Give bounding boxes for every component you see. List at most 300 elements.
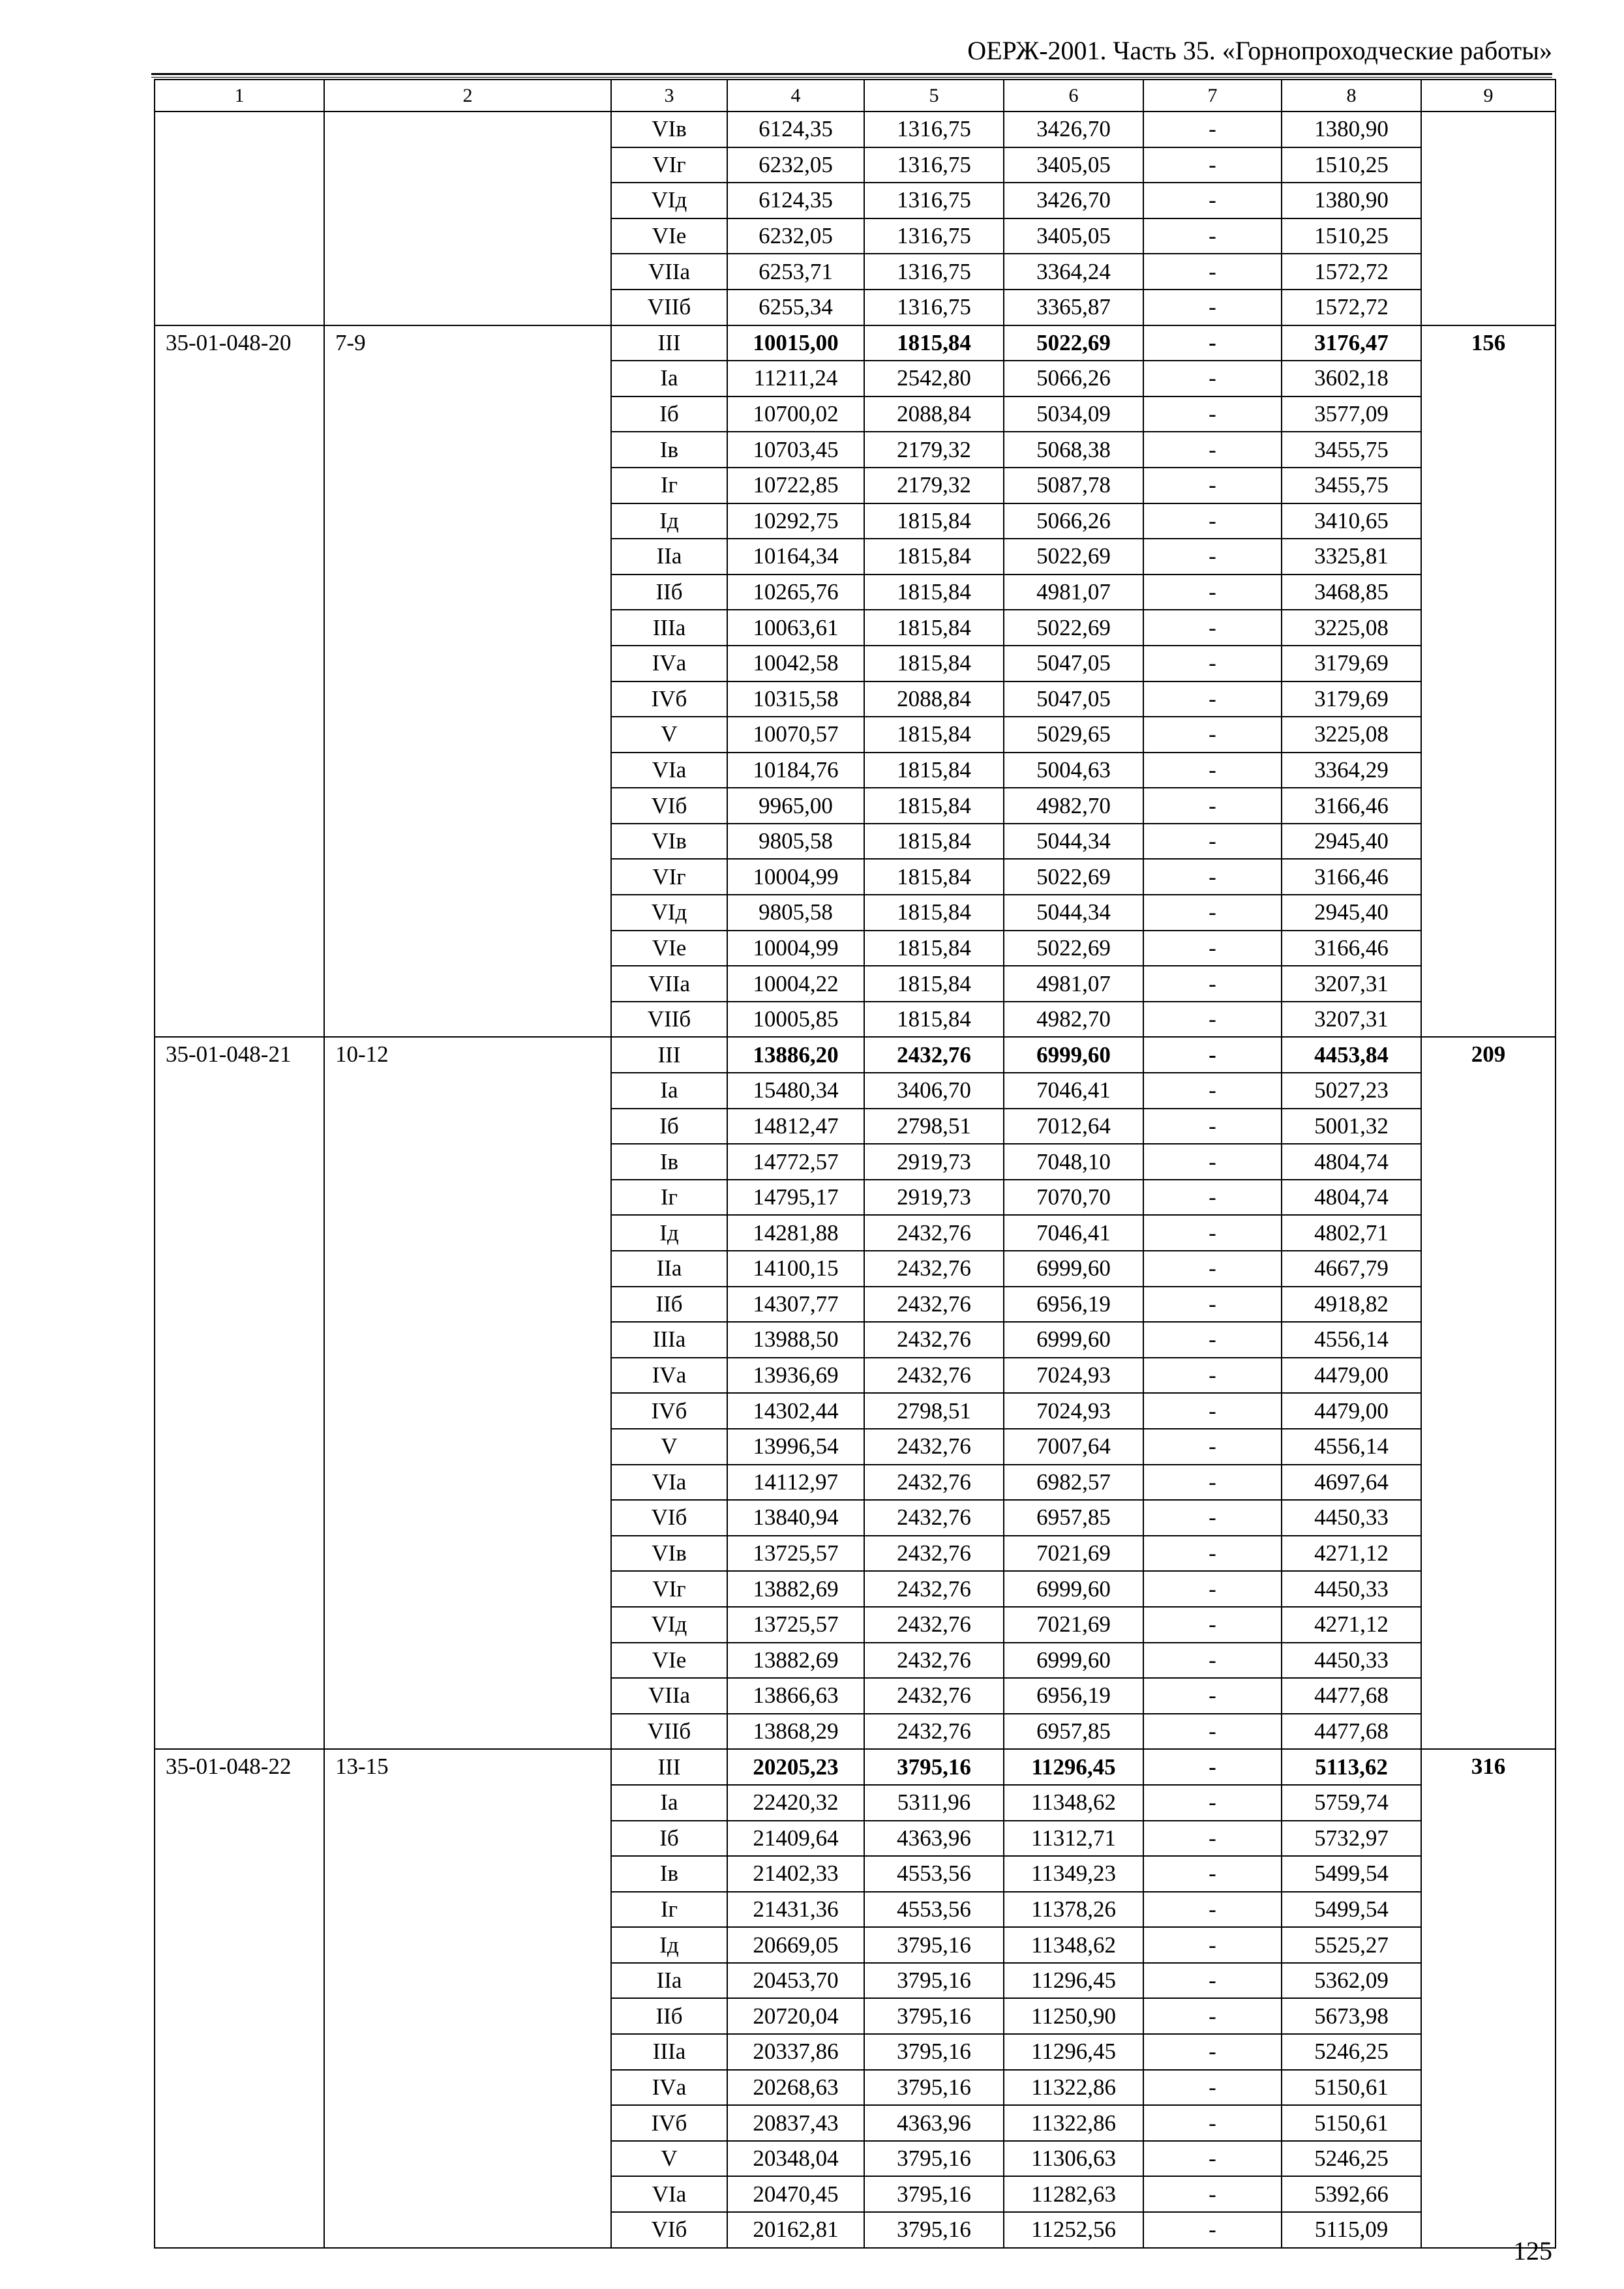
category-cell: IVа xyxy=(611,646,727,681)
category-cell: VIд xyxy=(611,1607,727,1643)
value-cell: - xyxy=(1143,1002,1282,1038)
category-cell: IIб xyxy=(611,575,727,610)
value-cell: 3426,70 xyxy=(1004,112,1143,147)
rate-code-cell: 35-01-048-21 xyxy=(155,1037,324,1749)
value-cell: 14307,77 xyxy=(727,1287,864,1323)
category-cell: V xyxy=(611,1429,727,1465)
value-cell: 4804,74 xyxy=(1282,1180,1421,1216)
value-cell: 1815,84 xyxy=(864,824,1004,860)
value-cell: 3207,31 xyxy=(1282,966,1421,1002)
value-cell: 1815,84 xyxy=(864,325,1004,361)
value-cell: 5068,38 xyxy=(1004,432,1143,468)
value-cell: 15480,34 xyxy=(727,1073,864,1109)
range-cell: 10-12 xyxy=(324,1037,611,1749)
col9-cell: 209 xyxy=(1421,1037,1556,1749)
value-cell: 2432,76 xyxy=(864,1251,1004,1287)
value-cell: 3795,16 xyxy=(864,2034,1004,2070)
category-cell: Iб xyxy=(611,1821,727,1857)
value-cell: 7046,41 xyxy=(1004,1215,1143,1251)
value-cell: 3795,16 xyxy=(864,2070,1004,2106)
value-cell: 3795,16 xyxy=(864,2176,1004,2212)
value-cell: - xyxy=(1143,147,1282,183)
value-cell: 20837,43 xyxy=(727,2105,864,2141)
value-cell: 3795,16 xyxy=(864,2141,1004,2177)
value-cell: - xyxy=(1143,2105,1282,2141)
value-cell: 7048,10 xyxy=(1004,1144,1143,1180)
value-cell: 5499,54 xyxy=(1282,1892,1421,1928)
category-cell: V xyxy=(611,2141,727,2177)
category-cell: Iа xyxy=(611,1785,727,1821)
category-cell: VIIа xyxy=(611,966,727,1002)
category-cell: Iд xyxy=(611,1215,727,1251)
category-cell: VIIа xyxy=(611,1678,727,1714)
value-cell: - xyxy=(1143,1429,1282,1465)
value-cell: 11296,45 xyxy=(1004,1963,1143,1999)
value-cell: 6982,57 xyxy=(1004,1465,1143,1501)
value-cell: 2432,76 xyxy=(864,1607,1004,1643)
value-cell: 1815,84 xyxy=(864,931,1004,966)
value-cell: 1510,25 xyxy=(1282,147,1421,183)
value-cell: 3455,75 xyxy=(1282,432,1421,468)
value-cell: 10015,00 xyxy=(727,325,864,361)
value-cell: - xyxy=(1143,112,1282,147)
value-cell: 3795,16 xyxy=(864,1927,1004,1963)
value-cell: 1815,84 xyxy=(864,753,1004,788)
category-cell: IVб xyxy=(611,1393,727,1429)
value-cell: 1316,75 xyxy=(864,183,1004,218)
value-cell: 1815,84 xyxy=(864,539,1004,575)
value-cell: 1380,90 xyxy=(1282,112,1421,147)
value-cell: - xyxy=(1143,1821,1282,1857)
value-cell: - xyxy=(1143,254,1282,290)
value-cell: 1815,84 xyxy=(864,788,1004,824)
value-cell: 2179,32 xyxy=(864,432,1004,468)
value-cell: - xyxy=(1143,396,1282,432)
rate-code-cell xyxy=(155,112,324,325)
value-cell: 3577,09 xyxy=(1282,396,1421,432)
value-cell: 2432,76 xyxy=(864,1714,1004,1750)
category-cell: Iа xyxy=(611,1073,727,1109)
value-cell: 11306,63 xyxy=(1004,2141,1143,2177)
value-cell: - xyxy=(1143,824,1282,860)
category-cell: VIв xyxy=(611,1536,727,1572)
value-cell: - xyxy=(1143,1963,1282,1999)
category-cell: Iг xyxy=(611,468,727,503)
value-cell: 14772,57 xyxy=(727,1144,864,1180)
value-cell: 2432,76 xyxy=(864,1037,1004,1073)
value-cell: 10063,61 xyxy=(727,610,864,646)
value-cell: 11282,63 xyxy=(1004,2176,1143,2212)
value-cell: 6124,35 xyxy=(727,183,864,218)
column-header: 1 xyxy=(155,80,324,112)
column-header: 7 xyxy=(1143,80,1282,112)
value-cell: 14281,88 xyxy=(727,1215,864,1251)
category-cell: IIIа xyxy=(611,610,727,646)
value-cell: 2945,40 xyxy=(1282,824,1421,860)
value-cell: 4553,56 xyxy=(864,1892,1004,1928)
value-cell: 5362,09 xyxy=(1282,1963,1421,1999)
value-cell: 14812,47 xyxy=(727,1109,864,1144)
value-cell: 2432,76 xyxy=(864,1215,1004,1251)
value-cell: 20268,63 xyxy=(727,2070,864,2106)
value-cell: 9805,58 xyxy=(727,895,864,931)
range-cell: 13-15 xyxy=(324,1749,611,2247)
value-cell: - xyxy=(1143,646,1282,681)
value-cell: - xyxy=(1143,1109,1282,1144)
value-cell: - xyxy=(1143,753,1282,788)
range-cell: 7-9 xyxy=(324,325,611,1038)
value-cell: 7024,93 xyxy=(1004,1393,1143,1429)
value-cell: 4479,00 xyxy=(1282,1393,1421,1429)
value-cell: - xyxy=(1143,1215,1282,1251)
value-cell: - xyxy=(1143,1037,1282,1073)
table-row xyxy=(155,1749,1556,1785)
value-cell: 2798,51 xyxy=(864,1393,1004,1429)
category-cell: Iб xyxy=(611,1109,727,1144)
value-cell: 3179,69 xyxy=(1282,646,1421,681)
value-cell: - xyxy=(1143,895,1282,931)
value-cell: - xyxy=(1143,361,1282,396)
value-cell: 6956,19 xyxy=(1004,1678,1143,1714)
value-cell: - xyxy=(1143,325,1282,361)
value-cell: 6253,71 xyxy=(727,254,864,290)
value-cell: 7070,70 xyxy=(1004,1180,1143,1216)
value-cell: 6255,34 xyxy=(727,290,864,325)
value-cell: 1815,84 xyxy=(864,575,1004,610)
value-cell: 2798,51 xyxy=(864,1109,1004,1144)
value-cell: 3468,85 xyxy=(1282,575,1421,610)
value-cell: 5022,69 xyxy=(1004,610,1143,646)
value-cell: 6957,85 xyxy=(1004,1714,1143,1750)
value-cell: 5525,27 xyxy=(1282,1927,1421,1963)
category-cell: VIд xyxy=(611,183,727,218)
value-cell: 10004,22 xyxy=(727,966,864,1002)
column-header: 2 xyxy=(324,80,611,112)
value-cell: 3176,47 xyxy=(1282,325,1421,361)
category-cell: IIа xyxy=(611,1963,727,1999)
rate-code-cell: 35-01-048-22 xyxy=(155,1749,324,2247)
value-cell: 1316,75 xyxy=(864,290,1004,325)
value-cell: 7024,93 xyxy=(1004,1358,1143,1394)
value-cell: 4271,12 xyxy=(1282,1536,1421,1572)
value-cell: 4982,70 xyxy=(1004,1002,1143,1038)
value-cell: 13882,69 xyxy=(727,1643,864,1679)
value-cell: 14112,97 xyxy=(727,1465,864,1501)
value-cell: 2432,76 xyxy=(864,1465,1004,1501)
page-header-title: ОЕРЖ-2001. Часть 35. «Горнопроходческие работы» xyxy=(967,36,1552,65)
value-cell: 11296,45 xyxy=(1004,2034,1143,2070)
value-cell: - xyxy=(1143,717,1282,753)
value-cell: - xyxy=(1143,1073,1282,1109)
value-cell: 3225,08 xyxy=(1282,610,1421,646)
value-cell: 7021,69 xyxy=(1004,1607,1143,1643)
value-cell: 14795,17 xyxy=(727,1180,864,1216)
category-cell: IIб xyxy=(611,1998,727,2034)
category-cell: III xyxy=(611,1749,727,1785)
category-cell: Iд xyxy=(611,503,727,539)
value-cell: 14100,15 xyxy=(727,1251,864,1287)
value-cell: 5001,32 xyxy=(1282,1109,1421,1144)
value-cell: 1815,84 xyxy=(864,859,1004,895)
value-cell: 11322,86 xyxy=(1004,2105,1143,2141)
value-cell: 1316,75 xyxy=(864,147,1004,183)
value-cell: 11312,71 xyxy=(1004,1821,1143,1857)
value-cell: 3405,05 xyxy=(1004,147,1143,183)
value-cell: 11211,24 xyxy=(727,361,864,396)
value-cell: 1510,25 xyxy=(1282,218,1421,254)
column-header: 9 xyxy=(1421,80,1556,112)
value-cell: 1316,75 xyxy=(864,218,1004,254)
value-cell: 11378,26 xyxy=(1004,1892,1143,1928)
value-cell: 6999,60 xyxy=(1004,1571,1143,1607)
value-cell: 4981,07 xyxy=(1004,575,1143,610)
value-cell: 11252,56 xyxy=(1004,2212,1143,2248)
value-cell: 3795,16 xyxy=(864,2212,1004,2248)
value-cell: 3166,46 xyxy=(1282,788,1421,824)
value-cell: - xyxy=(1143,183,1282,218)
column-header: 4 xyxy=(727,80,864,112)
category-cell: VIг xyxy=(611,859,727,895)
value-cell: 10164,34 xyxy=(727,539,864,575)
value-cell: 10292,75 xyxy=(727,503,864,539)
value-cell: 3166,46 xyxy=(1282,859,1421,895)
value-cell: 1316,75 xyxy=(864,254,1004,290)
value-cell: 20669,05 xyxy=(727,1927,864,1963)
value-cell: 3795,16 xyxy=(864,1963,1004,1999)
value-cell: 4802,71 xyxy=(1282,1215,1421,1251)
category-cell: VIа xyxy=(611,2176,727,2212)
value-cell: 6956,19 xyxy=(1004,1287,1143,1323)
value-cell: - xyxy=(1143,2070,1282,2106)
value-cell: 13988,50 xyxy=(727,1322,864,1358)
value-cell: - xyxy=(1143,1927,1282,1963)
value-cell: 13840,94 xyxy=(727,1500,864,1536)
rates-table xyxy=(154,79,1556,2249)
value-cell: - xyxy=(1143,1998,1282,2034)
col9-cell: 316 xyxy=(1421,1749,1556,2247)
category-cell: IIIа xyxy=(611,1322,727,1358)
value-cell: - xyxy=(1143,539,1282,575)
category-cell: VIIа xyxy=(611,254,727,290)
value-cell: - xyxy=(1143,1536,1282,1572)
value-cell: 4556,14 xyxy=(1282,1322,1421,1358)
table-row xyxy=(155,1037,1556,1073)
value-cell: 3426,70 xyxy=(1004,183,1143,218)
value-cell: 5150,61 xyxy=(1282,2070,1421,2106)
value-cell: 5022,69 xyxy=(1004,859,1143,895)
value-cell: 21431,36 xyxy=(727,1892,864,1928)
value-cell: 2919,73 xyxy=(864,1144,1004,1180)
value-cell: 4479,00 xyxy=(1282,1358,1421,1394)
category-cell: V xyxy=(611,717,727,753)
category-cell: Iд xyxy=(611,1927,727,1963)
col9-cell xyxy=(1421,112,1556,325)
value-cell: 4918,82 xyxy=(1282,1287,1421,1323)
value-cell: 2542,80 xyxy=(864,361,1004,396)
value-cell: 7012,64 xyxy=(1004,1109,1143,1144)
value-cell: - xyxy=(1143,788,1282,824)
value-cell: - xyxy=(1143,218,1282,254)
value-cell: 7021,69 xyxy=(1004,1536,1143,1572)
value-cell: 20348,04 xyxy=(727,2141,864,2177)
value-cell: 11250,90 xyxy=(1004,1998,1143,2034)
value-cell: 4697,64 xyxy=(1282,1465,1421,1501)
value-cell: 10004,99 xyxy=(727,859,864,895)
value-cell: 3225,08 xyxy=(1282,717,1421,753)
column-number-row xyxy=(155,80,1556,112)
value-cell: 3179,69 xyxy=(1282,681,1421,717)
value-cell: 5499,54 xyxy=(1282,1856,1421,1892)
value-cell: 5246,25 xyxy=(1282,2141,1421,2177)
value-cell: 10042,58 xyxy=(727,646,864,681)
value-cell: 1815,84 xyxy=(864,610,1004,646)
value-cell: - xyxy=(1143,1714,1282,1750)
value-cell: 11348,62 xyxy=(1004,1927,1143,1963)
value-cell: 5732,97 xyxy=(1282,1821,1421,1857)
category-cell: III xyxy=(611,1037,727,1073)
value-cell: 1815,84 xyxy=(864,966,1004,1002)
value-cell: - xyxy=(1143,931,1282,966)
value-cell: 5047,05 xyxy=(1004,646,1143,681)
value-cell: 2432,76 xyxy=(864,1429,1004,1465)
value-cell: 2432,76 xyxy=(864,1643,1004,1679)
value-cell: - xyxy=(1143,1322,1282,1358)
value-cell: 5066,26 xyxy=(1004,503,1143,539)
value-cell: 4982,70 xyxy=(1004,788,1143,824)
category-cell: IIа xyxy=(611,1251,727,1287)
value-cell: 4556,14 xyxy=(1282,1429,1421,1465)
value-cell: 1380,90 xyxy=(1282,183,1421,218)
value-cell: 4363,96 xyxy=(864,1821,1004,1857)
value-cell: 2088,84 xyxy=(864,681,1004,717)
value-cell: 21409,64 xyxy=(727,1821,864,1857)
value-cell: 3455,75 xyxy=(1282,468,1421,503)
value-cell: - xyxy=(1143,575,1282,610)
category-cell: IVа xyxy=(611,2070,727,2106)
column-header: 8 xyxy=(1282,80,1421,112)
value-cell: 4453,84 xyxy=(1282,1037,1421,1073)
value-cell: 6124,35 xyxy=(727,112,864,147)
category-cell: VIе xyxy=(611,1643,727,1679)
category-cell: VIв xyxy=(611,112,727,147)
category-cell: Iв xyxy=(611,1144,727,1180)
value-cell: 5087,78 xyxy=(1004,468,1143,503)
value-cell: 21402,33 xyxy=(727,1856,864,1892)
value-cell: 5113,62 xyxy=(1282,1749,1421,1785)
value-cell: 13868,29 xyxy=(727,1714,864,1750)
value-cell: 3325,81 xyxy=(1282,539,1421,575)
value-cell: 2088,84 xyxy=(864,396,1004,432)
value-cell: 13886,20 xyxy=(727,1037,864,1073)
value-cell: 1572,72 xyxy=(1282,254,1421,290)
value-cell: 4553,56 xyxy=(864,1856,1004,1892)
value-cell: 5044,34 xyxy=(1004,824,1143,860)
value-cell: 3207,31 xyxy=(1282,1002,1421,1038)
value-cell: - xyxy=(1143,1287,1282,1323)
value-cell: 20470,45 xyxy=(727,2176,864,2212)
value-cell: 6999,60 xyxy=(1004,1322,1143,1358)
value-cell: 6999,60 xyxy=(1004,1037,1143,1073)
value-cell: - xyxy=(1143,1856,1282,1892)
value-cell: 6999,60 xyxy=(1004,1251,1143,1287)
value-cell: 11296,45 xyxy=(1004,1749,1143,1785)
category-cell: VIг xyxy=(611,147,727,183)
value-cell: 5246,25 xyxy=(1282,2034,1421,2070)
value-cell: 1815,84 xyxy=(864,717,1004,753)
value-cell: 3406,70 xyxy=(864,1073,1004,1109)
value-cell: - xyxy=(1143,1180,1282,1216)
category-cell: III xyxy=(611,325,727,361)
value-cell: - xyxy=(1143,859,1282,895)
value-cell: 3405,05 xyxy=(1004,218,1143,254)
value-cell: - xyxy=(1143,1358,1282,1394)
value-cell: 13725,57 xyxy=(727,1607,864,1643)
value-cell: 3410,65 xyxy=(1282,503,1421,539)
value-cell: - xyxy=(1143,1678,1282,1714)
category-cell: IIб xyxy=(611,1287,727,1323)
value-cell: 5759,74 xyxy=(1282,1785,1421,1821)
value-cell: 10315,58 xyxy=(727,681,864,717)
col9-cell: 156 xyxy=(1421,325,1556,1038)
value-cell: 9805,58 xyxy=(727,824,864,860)
category-cell: VIIб xyxy=(611,1002,727,1038)
value-cell: 10265,76 xyxy=(727,575,864,610)
category-cell: VIIб xyxy=(611,290,727,325)
range-cell xyxy=(324,112,611,325)
value-cell: 3602,18 xyxy=(1282,361,1421,396)
category-cell: IVа xyxy=(611,1358,727,1394)
value-cell: 2432,76 xyxy=(864,1322,1004,1358)
value-cell: - xyxy=(1143,1749,1282,1785)
value-cell: 4271,12 xyxy=(1282,1607,1421,1643)
value-cell: - xyxy=(1143,290,1282,325)
category-cell: Iв xyxy=(611,1856,727,1892)
table-body xyxy=(155,112,1556,2248)
category-cell: Iб xyxy=(611,396,727,432)
value-cell: 10184,76 xyxy=(727,753,864,788)
value-cell: 4477,68 xyxy=(1282,1714,1421,1750)
value-cell: 2432,76 xyxy=(864,1678,1004,1714)
category-cell: VIе xyxy=(611,931,727,966)
value-cell: 3365,87 xyxy=(1004,290,1143,325)
value-cell: 6999,60 xyxy=(1004,1643,1143,1679)
header-rule-thin xyxy=(151,77,1552,78)
value-cell: - xyxy=(1143,1643,1282,1679)
value-cell: 7007,64 xyxy=(1004,1429,1143,1465)
value-cell: - xyxy=(1143,2141,1282,2177)
value-cell: 20337,86 xyxy=(727,2034,864,2070)
value-cell: 2945,40 xyxy=(1282,895,1421,931)
value-cell: 4450,33 xyxy=(1282,1571,1421,1607)
value-cell: 2179,32 xyxy=(864,468,1004,503)
value-cell: - xyxy=(1143,2176,1282,2212)
category-cell: VIб xyxy=(611,788,727,824)
value-cell: 20162,81 xyxy=(727,2212,864,2248)
value-cell: 7046,41 xyxy=(1004,1073,1143,1109)
value-cell: - xyxy=(1143,681,1282,717)
value-cell: 13866,63 xyxy=(727,1678,864,1714)
value-cell: 5022,69 xyxy=(1004,325,1143,361)
value-cell: - xyxy=(1143,1500,1282,1536)
value-cell: 5044,34 xyxy=(1004,895,1143,931)
category-cell: Iг xyxy=(611,1892,727,1928)
value-cell: 5150,61 xyxy=(1282,2105,1421,2141)
value-cell: - xyxy=(1143,1393,1282,1429)
column-header: 5 xyxy=(864,80,1004,112)
value-cell: 5392,66 xyxy=(1282,2176,1421,2212)
value-cell: 10005,85 xyxy=(727,1002,864,1038)
category-cell: VIа xyxy=(611,753,727,788)
